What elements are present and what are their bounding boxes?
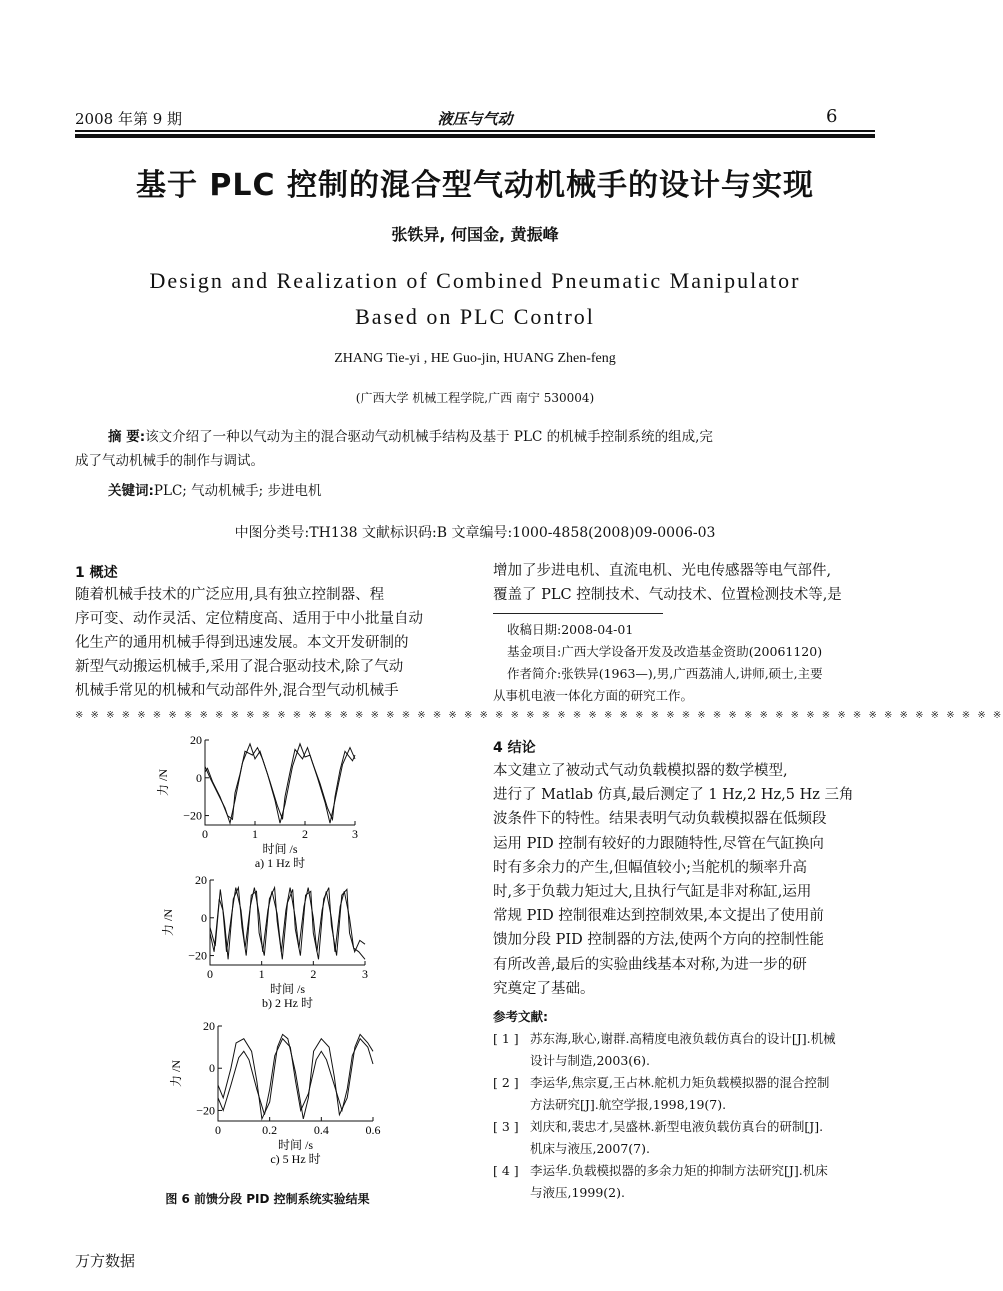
x-tick-label: 2 — [310, 967, 317, 981]
footnotes — [493, 619, 878, 707]
figure-caption: 图 6 前馈分段 PID 控制系统实验结果 — [165, 1192, 370, 1206]
section4-line: 馈加分段 PID 控制器的方法,使两个方向的控制性能 — [493, 932, 824, 949]
y-tick-label: −20 — [188, 948, 207, 963]
chart-5hz — [168, 1019, 381, 1166]
references-heading: 参考文献: — [493, 1009, 548, 1024]
x-tick-label: 3 — [352, 827, 358, 841]
section4-line: 本文建立了被动式气动负载模拟器的数学模型, — [493, 763, 788, 779]
reference-text: 李运华.负载模拟器的多余力矩的抑制方法研究[J].机床 — [530, 1163, 828, 1178]
header-rule — [75, 130, 875, 132]
section1-line: 化生产的通用机械手得到迅速发展。本文开发研制的 — [75, 635, 409, 651]
classification-line: 中图分类号:TH138 文献标识码:B 文章编号:1000-4858(2008)09-0006-03 — [234, 525, 716, 541]
section4-line: 究奠定了基础。 — [493, 980, 595, 997]
reference-text: 李运华,焦宗夏,王占林.舵机力矩负载模拟器的混合控制 — [530, 1075, 830, 1090]
x-tick-label: 0.2 — [262, 1123, 278, 1137]
y-tick-label: 20 — [203, 1019, 215, 1033]
footnote-received: 收稿日期:2008-04-01 — [507, 622, 634, 637]
reference-text: 刘庆和,裴忠才,吴盛林.新型电液负载仿真台的研制[J]. — [530, 1119, 824, 1134]
reference-item — [493, 1072, 878, 1116]
english-title-line2: Based on PLC Control — [355, 304, 595, 329]
section1-line: 序可变、动作灵活、定位精度高、适用于中小批量自动 — [75, 611, 423, 627]
section1-line: 新型气动搬运机械手,采用了混合驱动技术,除了气动 — [75, 659, 404, 675]
paper-title: 基于 PLC 控制的混合型气动机械手的设计与实现 — [135, 168, 814, 203]
x-tick-label: 0 — [215, 1123, 221, 1137]
footnote-fund: 基金项目:广西大学设备开发及改造基金资助(20061120) — [507, 644, 823, 659]
x-tick-label: 1 — [252, 827, 258, 841]
section4-line: 常规 PID 控制很难达到控制效果,本文提出了使用前 — [493, 908, 824, 925]
section4-line: 时,多于负载力矩过大,且执行气缸是非对称缸,运用 — [493, 884, 812, 901]
y-tick-label: 20 — [190, 733, 202, 747]
x-tick-label: 0.6 — [365, 1123, 381, 1137]
watermark: 万方数据 — [75, 1252, 136, 1270]
page-number: 6 — [826, 106, 838, 127]
keywords-label: 关键词: — [108, 483, 154, 499]
abstract-label: 摘 要: — [108, 429, 146, 445]
keywords — [108, 479, 321, 499]
x-tick-label: 0 — [207, 967, 213, 981]
section4-line: 有所改善,最后的实验曲线基本对称,为进一步的研 — [493, 956, 807, 973]
reference-number: [ 2 ] — [493, 1075, 519, 1090]
section1-text — [75, 583, 460, 703]
issue-label: 2008 年第 9 期 — [75, 110, 183, 128]
reference-text: 机床与液压,2007(7). — [530, 1141, 650, 1156]
section1-heading: 1 概述 — [75, 565, 118, 581]
figure-6 — [140, 730, 480, 1190]
series-line-2 — [218, 1034, 373, 1119]
y-tick-label: 20 — [195, 873, 207, 887]
y-tick-label: 0 — [201, 910, 207, 925]
reference-number: [ 1 ] — [493, 1031, 519, 1046]
section4-line: 进行了 Matlab 仿真,最后测定了 1 Hz,2 Hz,5 Hz 三角 — [493, 787, 854, 804]
series-line-2 — [205, 744, 355, 823]
journal-name: 液压与气动 — [437, 110, 513, 128]
reference-text: 与液压,1999(2). — [530, 1185, 625, 1200]
section4-text — [493, 759, 878, 1001]
y-axis-label: 力 /N — [169, 1059, 183, 1088]
x-tick-label: 2 — [302, 827, 308, 841]
english-title-line1: Design and Realization of Combined Pneumatic Manipulator — [149, 268, 801, 293]
section1-line: 机械手常见的机械和气动部件外,混合型气动机械手 — [75, 683, 399, 699]
y-tick-label: 0 — [209, 1061, 215, 1076]
section1-line: 随着机械手技术的广泛应用,具有独立控制器、程 — [75, 587, 385, 603]
subfigure-caption: a) 1 Hz 时 — [254, 856, 306, 870]
subfigure-caption: c) 5 Hz 时 — [270, 1152, 321, 1166]
reference-text: 苏东海,耿心,谢群.高精度电液负载仿真台的设计[J].机械 — [530, 1031, 836, 1046]
y-tick-label: −20 — [196, 1103, 215, 1118]
series-line-1 — [210, 888, 365, 960]
section1-right-line: 覆盖了 PLC 控制技术、气动技术、位置检测技术等,是 — [493, 587, 842, 603]
x-tick-label: 1 — [258, 967, 265, 981]
affiliation: (广西大学 机械工程学院,广西 南宁 530004) — [355, 391, 595, 405]
abstract-line2: 成了气动机械手的制作与调试。 — [75, 453, 264, 469]
reference-item — [493, 1116, 878, 1160]
reference-text: 设计与制造,2003(6). — [530, 1053, 650, 1068]
axis-lines — [210, 880, 365, 965]
chart-1hz — [155, 733, 358, 870]
series-line-1 — [218, 1039, 373, 1115]
series-line-1 — [205, 748, 355, 820]
section4-line: 时有多余力的产生,但幅值较小;当舵机的频率升高 — [493, 859, 807, 876]
x-tick-label: 3 — [362, 967, 368, 981]
y-axis-label: 力 /N — [156, 768, 170, 797]
y-axis-label: 力 /N — [161, 908, 175, 937]
english-authors: ZHANG Tie-yi , HE Guo-jin, HUANG Zhen-feng — [334, 351, 616, 366]
reference-text: 方法研究[J].航空学报,1998,19(7). — [530, 1097, 727, 1112]
chart-2hz — [160, 873, 368, 1010]
footnote-author: 作者简介:张铁异(1963—),男,广西荔浦人,讲师,硕士,主要 — [507, 666, 823, 681]
keywords-text: PLC; 气动机械手; 步进电机 — [153, 483, 322, 499]
abstract — [75, 425, 875, 473]
section4-line: 运用 PID 控制有较好的力跟随特性,尽管在气缸换向 — [493, 835, 824, 852]
x-axis-label: 时间 /s — [262, 842, 298, 856]
subfigure-caption: b) 2 Hz 时 — [262, 996, 313, 1010]
footnote-author-cont: 从事机电液一体化方面的研究工作。 — [493, 688, 694, 703]
section4-heading: 4 结论 — [493, 740, 536, 756]
x-tick-label: 0 — [202, 827, 208, 841]
x-tick-label: 0.4 — [313, 1123, 329, 1137]
x-axis-label: 时间 /s — [277, 1138, 314, 1152]
reference-item — [493, 1028, 878, 1072]
y-tick-label: −20 — [183, 808, 202, 823]
section1-right-line: 增加了步进电机、直流电机、光电传感器等电气部件, — [493, 563, 832, 579]
y-tick-label: 0 — [196, 770, 202, 785]
reference-number: [ 4 ] — [493, 1163, 519, 1178]
abstract-line1: 该文介绍了一种以气动为主的混合驱动气动机械手结构及基于 PLC 的机械手控制系统的组成,完 — [145, 429, 713, 445]
authors: 张铁异, 何国金, 黄振峰 — [391, 225, 559, 244]
reference-item — [493, 1160, 878, 1204]
references-list — [493, 1028, 878, 1204]
section1-continued — [493, 559, 878, 607]
footnote-rule — [493, 613, 663, 614]
x-axis-label: 时间 /s — [269, 982, 306, 996]
section-separator: ※ ※ ※ ※ ※ ※ ※ ※ ※ ※ ※ ※ ※ ※ ※ ※ ※ ※ ※ ※ ※ ※ ※ ※ ※ ※ ※ ※ ※ ※ ※ ※ ※ ※ ※ ※ ※ ※ ※ ※ ※ ※ ※ ※ ※ ※ ※ ※ ※ ※ ※ ※ ※ ※ ※ ※ ※ ※ ※ ※ — [75, 710, 1003, 721]
section4-line: 波条件下的特性。结果表明气动负载模拟器在低频段 — [493, 811, 827, 828]
header-rule-thick — [75, 134, 875, 138]
reference-number: [ 3 ] — [493, 1119, 519, 1134]
